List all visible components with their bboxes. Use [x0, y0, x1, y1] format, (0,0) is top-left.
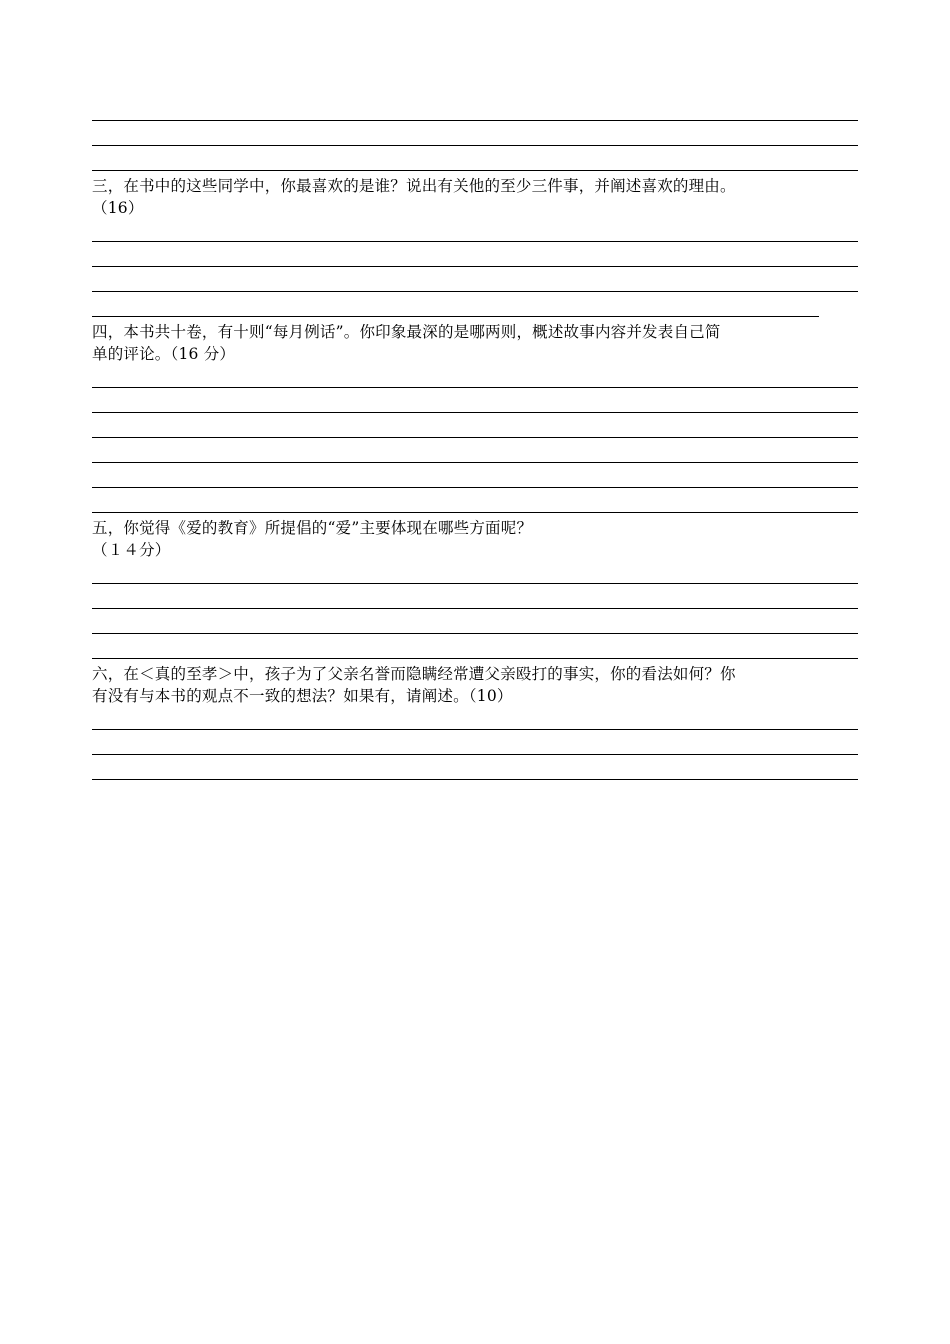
question-3 [92, 175, 858, 219]
answer-line[interactable] [92, 583, 858, 584]
answer-line[interactable] [92, 608, 858, 609]
answer-line[interactable] [92, 412, 858, 413]
answer-lines-question-6 [92, 729, 858, 780]
answer-line[interactable] [92, 729, 858, 730]
question-4 [92, 321, 858, 365]
answer-line[interactable] [92, 462, 858, 463]
answer-line[interactable] [92, 266, 858, 267]
answer-line[interactable] [92, 487, 858, 488]
question-6 [92, 663, 858, 707]
question-6-text-line2: 有没有与本书的观点不一致的想法？如果有，请阐述。（10） [92, 687, 513, 705]
answer-line[interactable] [92, 633, 858, 634]
answer-line[interactable] [92, 316, 819, 317]
answer-line[interactable] [92, 387, 858, 388]
answer-line[interactable] [92, 120, 858, 121]
question-5 [92, 517, 858, 561]
answer-lines-question-5 [92, 583, 858, 659]
question-5-text-line1: 五，你觉得《爱的教育》所提倡的“爱”主要体现在哪些方面呢？ [92, 519, 533, 537]
question-3-text-line1: 三，在书中的这些同学中，你最喜欢的是谁？说出有关他的至少三件事，并阐述喜欢的理由。 [92, 177, 736, 195]
question-5-text-line2: （１４分） [92, 541, 171, 559]
answer-lines-question-4 [92, 387, 858, 513]
answer-line[interactable] [92, 145, 858, 146]
question-4-text-line2: 单的评论。（16 分） [92, 345, 236, 363]
answer-line[interactable] [92, 754, 858, 755]
answer-line[interactable] [92, 658, 858, 659]
answer-line[interactable] [92, 241, 858, 242]
answer-line[interactable] [92, 512, 858, 513]
worksheet-page [92, 106, 858, 780]
answer-line[interactable] [92, 437, 858, 438]
question-6-text-line1: 六，在＜真的至孝＞中，孩子为了父亲名誉而隐瞒经常遭父亲殴打的事实，你的看法如何？你 [92, 665, 736, 683]
answer-line[interactable] [92, 291, 858, 292]
answer-lines-question-3 [92, 241, 858, 317]
answer-line[interactable] [92, 779, 858, 780]
answer-lines-previous [92, 120, 858, 171]
question-4-text-line1: 四，本书共十卷，有十则“每月例话”。你印象最深的是哪两则，概述故事内容并发表自己简 [92, 323, 721, 341]
answer-line[interactable] [92, 170, 858, 171]
question-3-text-line2: （16） [92, 199, 144, 217]
